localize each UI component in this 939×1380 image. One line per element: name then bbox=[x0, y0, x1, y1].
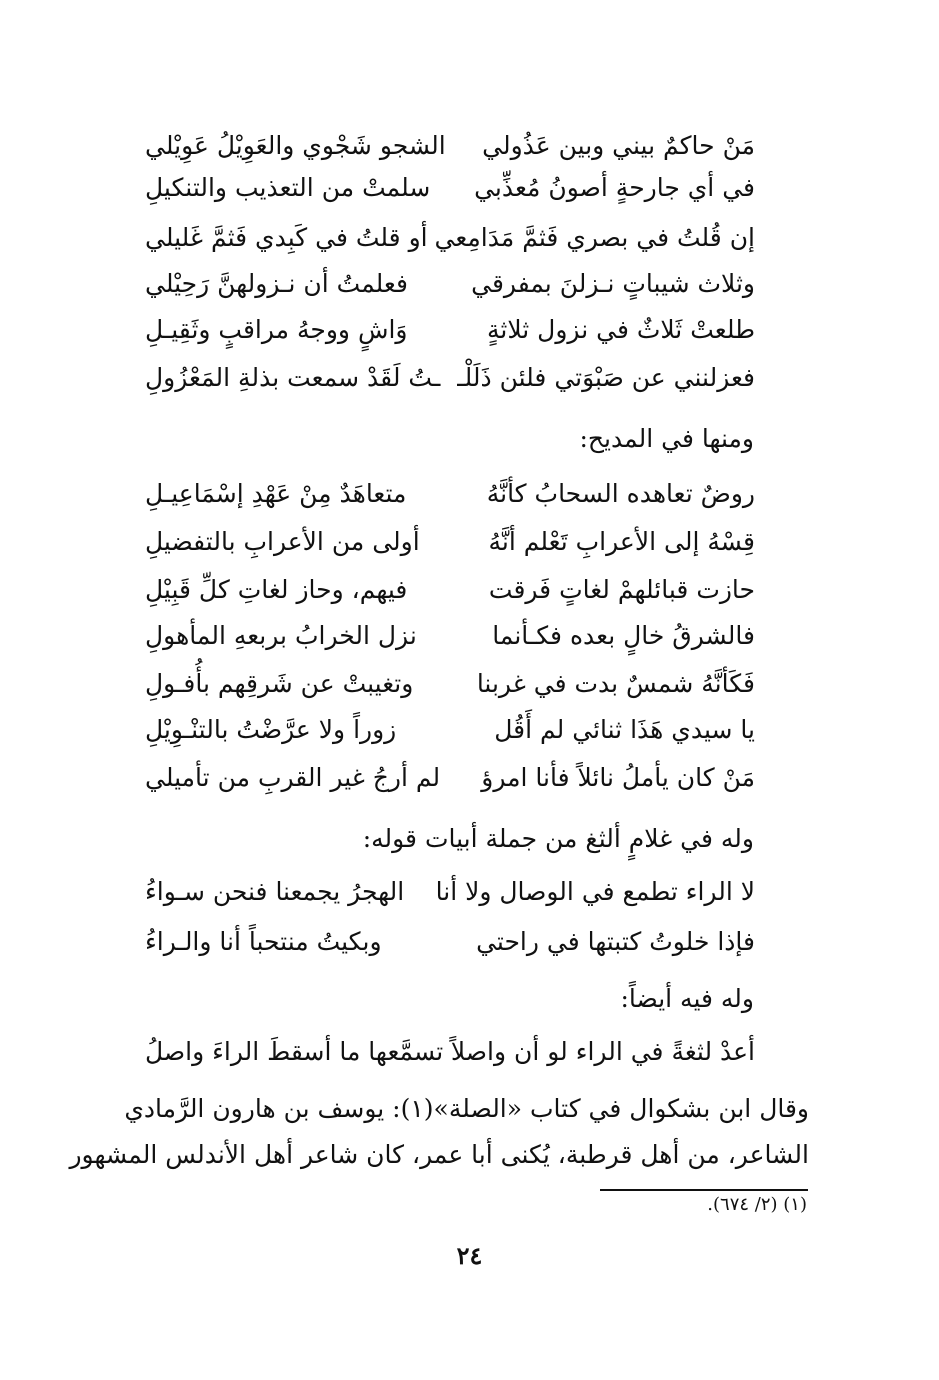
verse-line bbox=[145, 302, 755, 356]
verse-first-hemistich: فَكَأنَّهُ شمسٌ بدت في غربنا bbox=[476, 668, 755, 698]
verse-second-hemistich: وتغيبتْ عن شَرقِهم بأُفـولِ bbox=[145, 668, 414, 698]
verse-first-hemistich: يا سيدي هَذَا ثنائي لم أَقُل bbox=[494, 714, 755, 744]
page-number: ٢٤ bbox=[456, 1241, 483, 1270]
verse-first-hemistich: مَنْ حاكمٌ بيني وبين عَذُولي bbox=[482, 130, 755, 160]
verse-first-hemistich: فعزلنني عن صَبْوَتي فلئن ذَلَلْـ bbox=[457, 362, 755, 392]
verse-line bbox=[145, 914, 755, 968]
verse-first-hemistich: في أي جارحةٍ أصونُ مُعذِّبي bbox=[474, 172, 755, 202]
section-intro: ومنها في المديح: bbox=[579, 424, 754, 453]
verse-second-hemistich: فيهم، وحاز لغاتِ كلِّ قَبِيْلِ bbox=[145, 574, 408, 604]
verse-first-hemistich: روضٌ تعاهده السحابُ كأنَّهُ bbox=[486, 478, 755, 508]
verse-first-hemistich: لا الراء تطمع في الوصال ولا أنا bbox=[435, 876, 755, 906]
verse-first-hemistich: أعدْ لثغةً في الراء لو أن واصلاً bbox=[450, 1036, 755, 1066]
verse-line bbox=[145, 514, 755, 568]
verse-first-hemistich: وثلاث شيباتٍ نـزلنَ بمفرقي bbox=[471, 268, 755, 298]
verse-line bbox=[145, 350, 755, 404]
section-intro: وله فيه أيضاً: bbox=[620, 984, 754, 1013]
verse-second-hemistich: الشجو شَجْوي والعَوِيْلُ عَوِيْلي bbox=[145, 130, 446, 160]
prose-line: الشاعر، من أهل قرطبة، يُكنى أبا عمر، كان شاعر أهل الأندلس المشهور bbox=[69, 1140, 809, 1169]
verse-second-hemistich: أو قلتُ في كَبِدي فَثمَّ غَليلي bbox=[145, 222, 428, 252]
verse-second-hemistich: وبكيتُ منتحباً أنا والـراءُ bbox=[145, 926, 382, 956]
verse-first-hemistich: إن قُلتُ في بصري فَثمَّ مَدَامِعي bbox=[434, 222, 755, 252]
verse-second-hemistich: لم أرجُ غير القربِ من تأميلي bbox=[145, 762, 441, 792]
verse-first-hemistich: فالشرقُ خالٍ بعده فكـأنما bbox=[492, 620, 755, 650]
verse-second-hemistich: أولى من الأعرابِ بالتفضيلِ bbox=[145, 526, 420, 556]
verse-second-hemistich: فعلمتُ أن نـزولهنَّ رَحِيْلي bbox=[145, 268, 408, 298]
prose-line: وقال ابن بشكوال في كتاب «الصلة»(١): يوسف بن هارون الرَّمادي bbox=[124, 1094, 809, 1123]
verse-second-hemistich: متعاهَدٌ مِنْ عَهْدِ إسْمَاعِيـلِ bbox=[145, 478, 407, 508]
section-intro: وله في غلامٍ ألثغ من جملة أبيات قوله: bbox=[362, 824, 754, 853]
verse-second-hemistich: ـتُ لَقَدْ سمعت بذلةِ المَعْزُولِ bbox=[145, 362, 441, 392]
verse-first-hemistich: فإذا خلوتُ كتبتها في راحتي bbox=[476, 926, 755, 956]
verse-line bbox=[145, 608, 755, 662]
verse-second-hemistich: زوراً ولا عرَّضْتُ بالتنْـوِيْلِ bbox=[145, 714, 397, 744]
verse-second-hemistich: الهجرُ يجمعنا فنحن سـواءُ bbox=[145, 876, 405, 906]
verse-line bbox=[145, 702, 755, 756]
verse-second-hemistich: تسمَّعها ما أسقطَ الراءَ واصلُ bbox=[145, 1036, 444, 1066]
verse-first-hemistich: طلعتْ ثَلاثٌ في نزول ثلاثةٍ bbox=[487, 314, 755, 344]
verse-line bbox=[145, 864, 755, 918]
verse-second-hemistich: سلمتْ من التعذيب والتنكيلِ bbox=[145, 172, 431, 202]
footnote-divider bbox=[600, 1189, 808, 1191]
verse-line bbox=[145, 750, 755, 804]
verse-first-hemistich: قِسْهُ إلى الأعرابِ تَعْلم أنَّهُ bbox=[488, 526, 755, 556]
verse-line bbox=[145, 1024, 755, 1078]
verse-second-hemistich: وَاشٍ ووجهُ مراقبٍ وثَقِيـلِ bbox=[145, 314, 408, 344]
verse-first-hemistich: مَنْ كان يأملُ نائلاً فأنا امرؤ bbox=[481, 762, 755, 792]
footnote: (١) (٢/ ٦٧٤). bbox=[707, 1194, 807, 1215]
verse-line bbox=[145, 466, 755, 520]
verse-first-hemistich: حازت قبائلهمْ لغاتٍ فَرقت bbox=[488, 574, 755, 604]
verse-second-hemistich: نزل الخرابُ بربعهِ المأهولِ bbox=[145, 620, 417, 650]
verse-line bbox=[145, 160, 755, 214]
